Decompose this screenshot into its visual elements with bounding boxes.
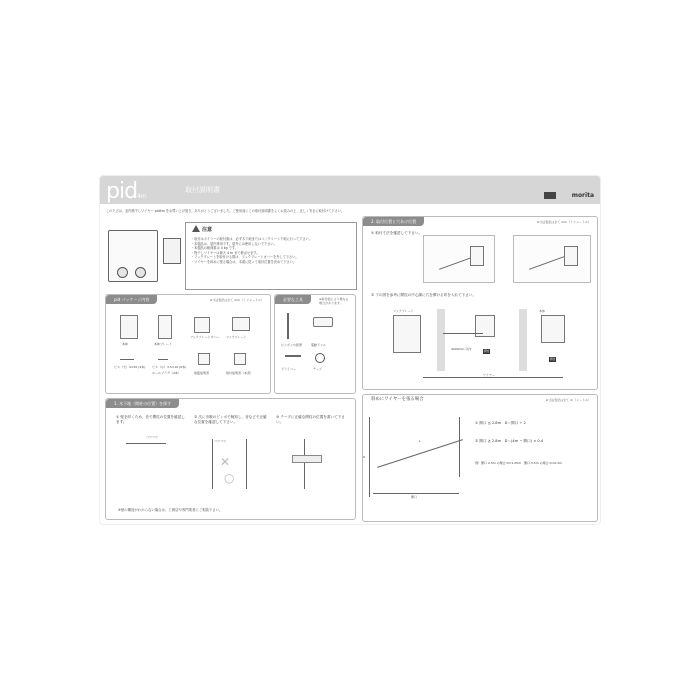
warning-icon (192, 225, 200, 232)
drill-icon (313, 317, 333, 327)
stud-line (304, 439, 305, 489)
dimension-figure-right (513, 235, 591, 283)
d-label: D (363, 455, 366, 459)
caution-box (185, 222, 357, 290)
part-label: フックプレート (226, 335, 247, 339)
body-icon (470, 246, 484, 266)
wall-line (459, 417, 460, 477)
step2-section (362, 216, 598, 390)
tape-strip (292, 455, 322, 463)
stud-line (246, 439, 247, 489)
tools-note: ※取付面により異なる場合があります。 (319, 297, 349, 305)
diagram-label: 本体 (539, 309, 546, 313)
part-label: ビス（小）3.5×16 (6本) (152, 365, 187, 369)
product-illustration (108, 230, 158, 282)
formula-1: ① 開口 ≦ 2.8m D＝開口 ÷ 2 (475, 421, 526, 425)
l-label: L (419, 439, 421, 443)
center-tag: 間柱 (484, 350, 490, 353)
caution-item: ・本製品の耐荷重は 4 kg です。 (191, 246, 238, 250)
step3-section (362, 394, 598, 522)
screw-large-icon (120, 359, 134, 360)
wall-line (369, 417, 370, 497)
brand-name: morita (571, 192, 594, 199)
knob-icon (117, 267, 128, 278)
example-text: 例）開口 2.5m の場合 D=1.25m 開口 3.5m の場合 D=0.2m (475, 461, 563, 465)
step2-line: ① 取付寸法を確認して下さい。 (371, 231, 423, 235)
wire-line (443, 333, 483, 334)
wire-line (423, 377, 563, 378)
screwdriver-icon (285, 355, 301, 357)
step1-section (105, 398, 356, 520)
instruction-sheet (100, 176, 600, 524)
speech-bubble: コツコツ (146, 435, 158, 439)
speech-bubble: コツコツ (214, 439, 226, 443)
part-body-icon (120, 315, 138, 339)
diagonal-wire (377, 439, 463, 468)
part-label: ホールプラグ（4本） (152, 371, 181, 375)
package-section (105, 294, 271, 394)
part-hook-cover-icon (194, 317, 210, 333)
stud-drawing (519, 309, 527, 371)
caution-item: ・ワイヤーを斜めに張る場合は、本書に従って取付位置を決めて下さい。 (191, 259, 297, 264)
part-label: 取扱説明書 (194, 371, 210, 375)
tool-label: 電動ドリル (311, 343, 327, 347)
step2-note: ※寸法表記は全て mm（ミリメートル） (536, 220, 591, 224)
body-plate-drawing (541, 315, 565, 343)
pid-logo: pid4m (106, 179, 147, 204)
tape-icon (315, 353, 325, 363)
caution-list (191, 237, 351, 264)
part-hook-plate-icon (232, 317, 250, 331)
x-mark-icon: ✕ (220, 455, 231, 469)
tools-section (274, 294, 356, 394)
step3-note: ※寸法表記は全て m（メートル） (545, 398, 591, 402)
dimension-figure-left (423, 235, 495, 283)
step1-item: ① 壁を叩くため、音で間柱の位置を確認します。 (116, 415, 185, 424)
manual-icon (198, 353, 210, 365)
step1-note: ※壁の構造がわからない場合は、工務店や専門業者にご相談下さい。 (118, 508, 223, 512)
part-label: 本体 (122, 342, 129, 346)
wire-line (529, 255, 567, 270)
package-note: ※寸法表記は全て mm（ミリメートル） (209, 298, 264, 302)
formula-2: ② 開口 ≧ 2.8m D＝(4m − 開口) × 0.4 (475, 439, 544, 443)
intro-text: このたびは、室内物干しワイヤー pid4m をお買い上げ頂き、ありがとうございました。ご使用前にこの取付説明書をよくお読みの上、正しく安全に取付けて下さい。 (106, 209, 345, 213)
step1-item: ③ テープに正確な間柱の位置を書いて下さい。 (276, 415, 345, 424)
tool-label: テープ (313, 367, 322, 371)
diagram-label: ワイヤー (483, 373, 495, 377)
tools-heading: 必要な工具 (275, 295, 311, 304)
caution-title: 注意 (202, 227, 213, 233)
tool-label: ドライバー (281, 367, 296, 371)
step3-heading: 斜めにワイヤーを張る場合 (363, 395, 432, 404)
pin-probe-icon (287, 313, 289, 339)
step2-heading: 2. 取付位置と穴あけ位置 (363, 217, 424, 226)
step1-heading: 1. 木下地（間柱の位置）を探す (106, 399, 179, 408)
page-title: 取付説明書 (185, 186, 220, 194)
opening-label: 開口 (411, 495, 418, 499)
hook-plate-drawing (393, 315, 421, 353)
opening-dimension-line (373, 493, 459, 494)
caution-item: ・取付はボイラーの取付面は、必ず木下地またはコンクリート下地に行って下さい。 (191, 237, 313, 241)
caution-item: ・フックプレートを取付ける際は、フックプレートカバーを外して下さい。 (191, 255, 299, 259)
morita-logo-icon (544, 192, 556, 199)
step2-line: ② 下の図を参考に間柱の中心線に穴を開ける印を入れて下さい。 (371, 293, 476, 297)
part-body-plate-icon (158, 315, 172, 339)
screw-small-icon (158, 359, 168, 360)
body-icon (564, 246, 578, 266)
header-bar (100, 176, 600, 204)
part-label: 本体プレート (154, 342, 172, 346)
caution-item: ・物干しワイヤーは最大 4 m まで伸ばせます。 (191, 250, 260, 255)
hook-plate-illustration (163, 238, 181, 264)
part-label: フックプレートカバー (190, 335, 220, 339)
caution-item: ・本製品は、屋内専用です。屋外には使用しないで下さい。 (191, 241, 277, 246)
diagram-label: 4000mm 以内 (451, 347, 472, 351)
part-label: ビス（大）4×50 (4本) (114, 365, 146, 369)
install-manual-icon (234, 353, 246, 365)
center-tag: 間柱 (550, 358, 556, 361)
step1-item: ② 次に市販のピンポで検知し、音などで正確な位置を確認して下さい。 (194, 415, 267, 424)
stud-drawing (437, 309, 445, 371)
o-mark-icon: ○ (224, 471, 235, 485)
hand-knock-illustration (126, 443, 166, 444)
part-label: 取付説明書（本書） (226, 371, 254, 375)
diagram-label: フックプレート (393, 309, 414, 313)
knob-icon (135, 267, 146, 278)
package-heading: pid パッケージ内容 (106, 295, 157, 304)
tool-label: ピンポンや鉛筆 (281, 343, 303, 347)
stud-line (212, 439, 213, 489)
